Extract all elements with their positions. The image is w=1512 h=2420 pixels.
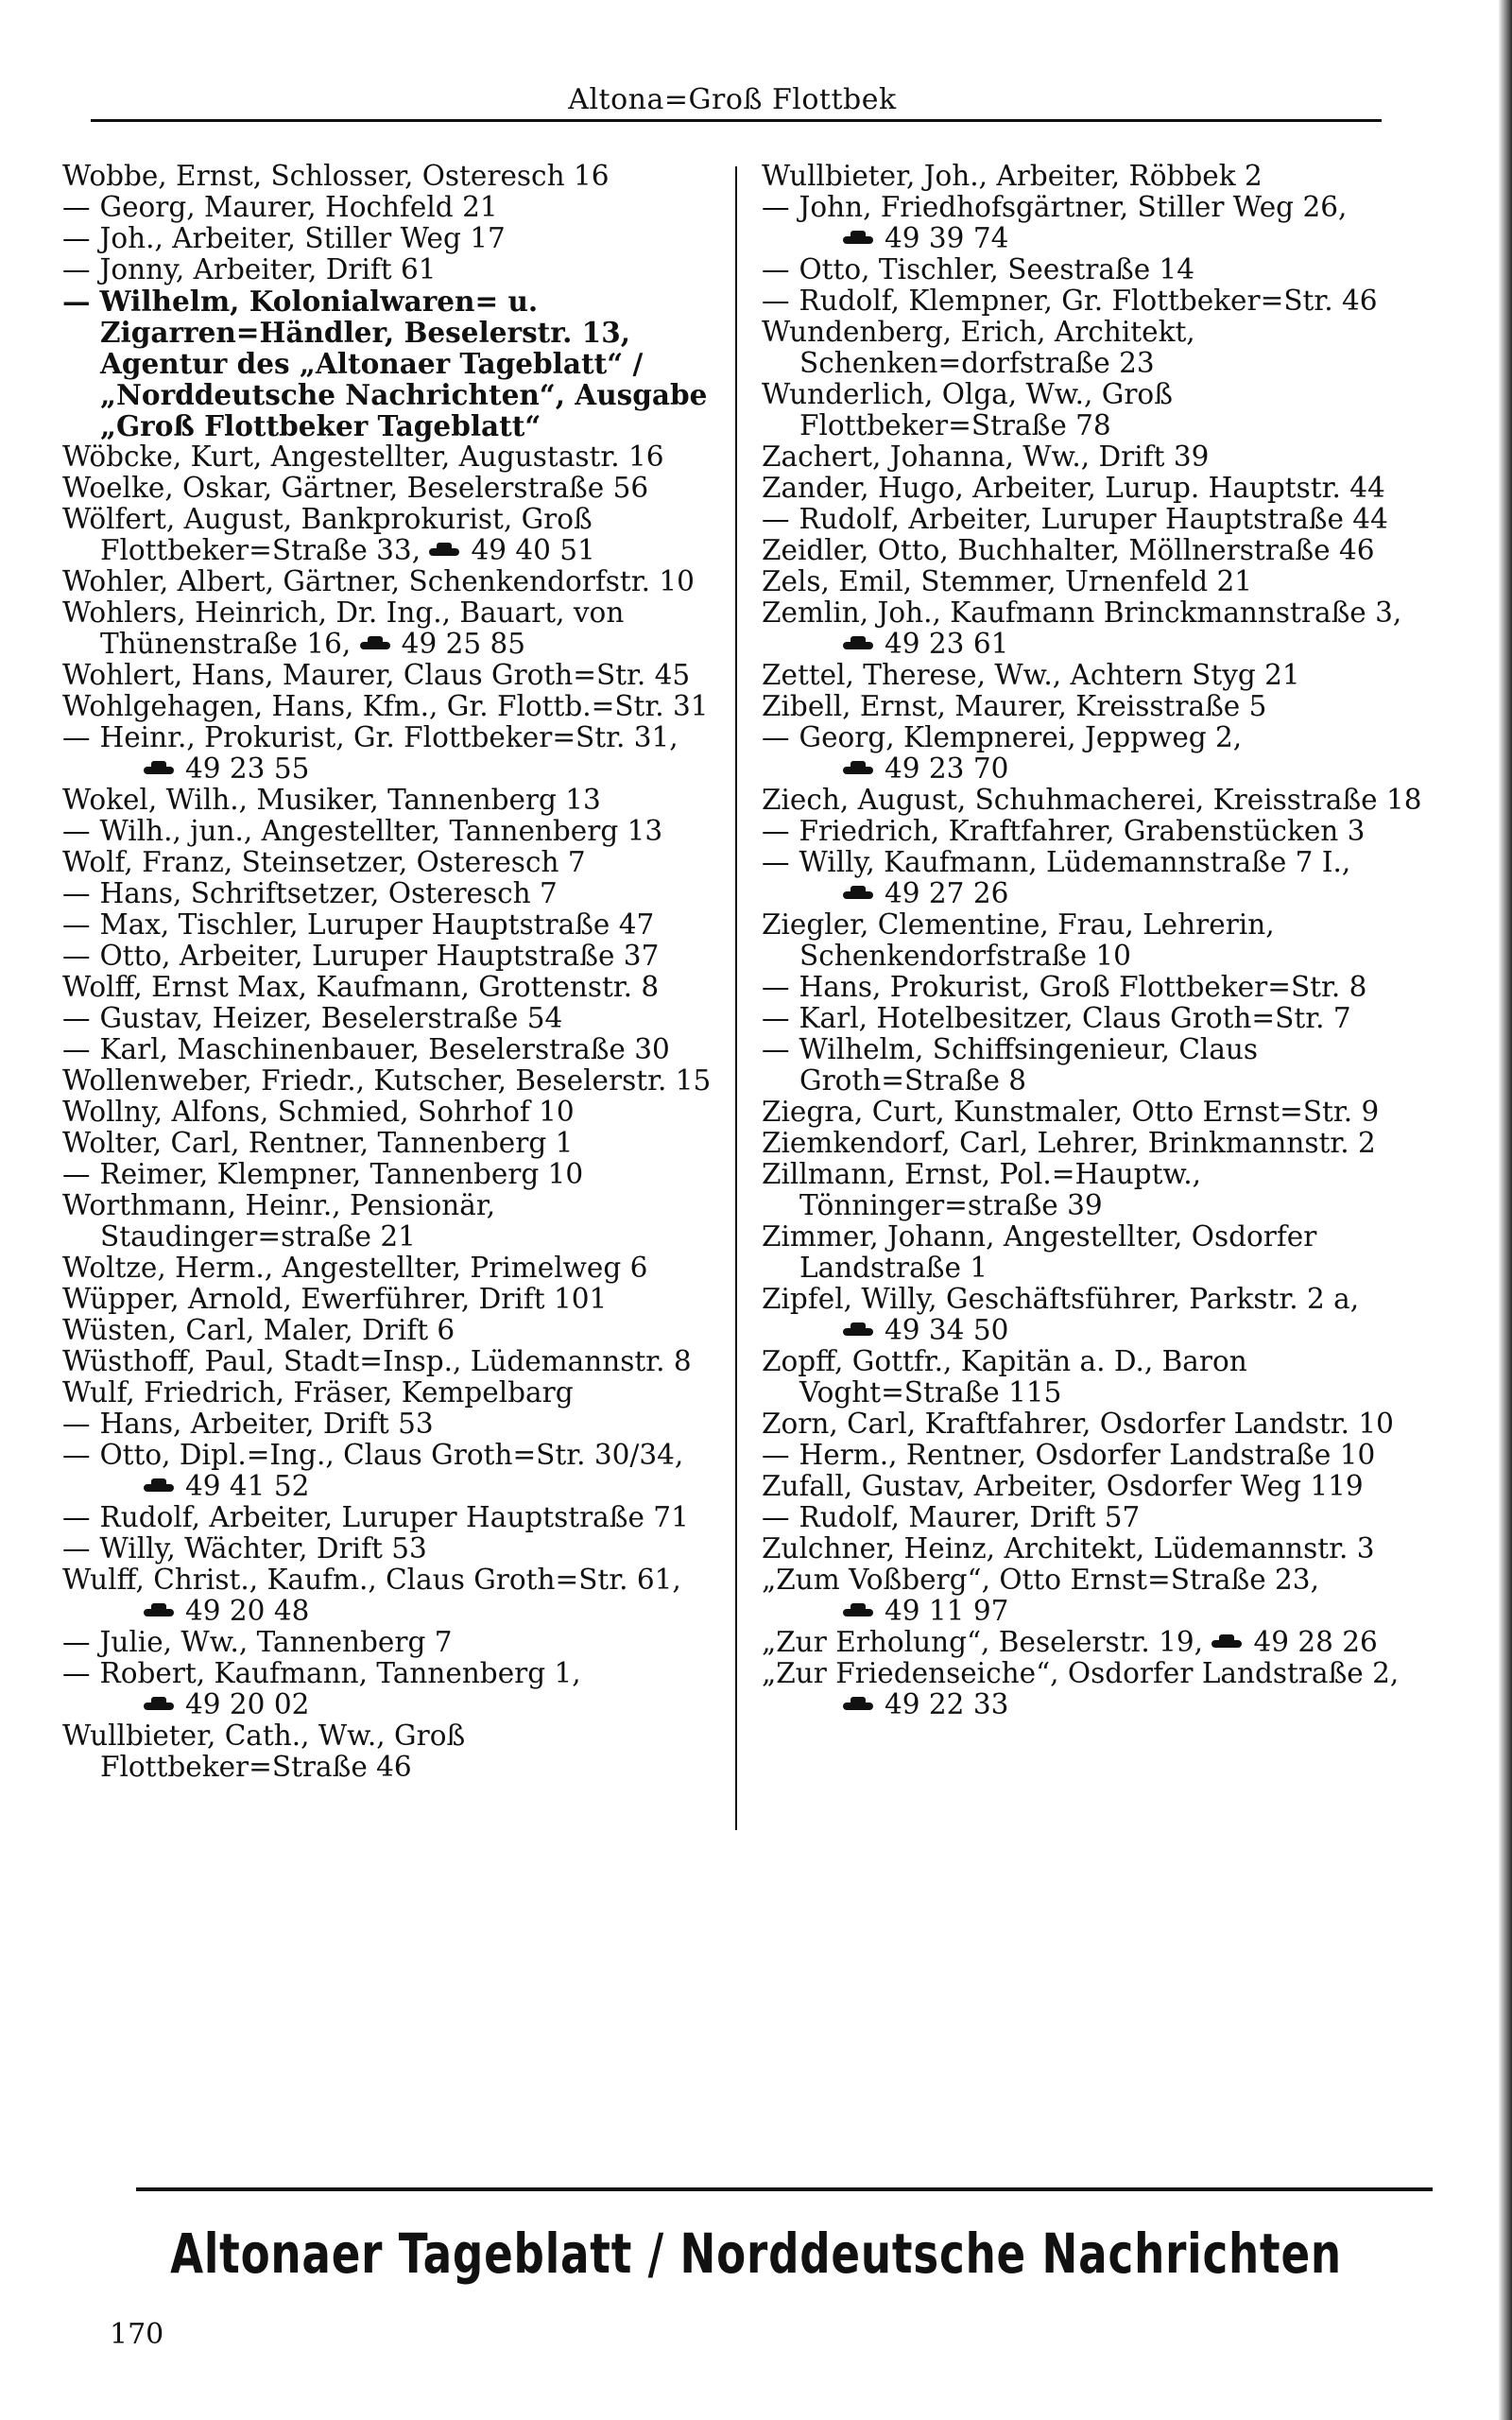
directory-entry	[62, 1409, 724, 1440]
entry-text: Ziegler, Clementine, Frau, Lehrerin, Schenkendorfstraße 10	[762, 908, 1275, 972]
directory-entry	[762, 441, 1442, 473]
directory-entry	[762, 1221, 1442, 1284]
repeat-dash: —	[62, 1158, 91, 1190]
directory-entry	[762, 1159, 1442, 1221]
directory-entry	[762, 1284, 1442, 1346]
directory-entry	[762, 566, 1442, 597]
directory-entry	[762, 1097, 1442, 1128]
directory-entry	[762, 1533, 1442, 1564]
directory-entry	[62, 1034, 724, 1065]
entry-text: Wüpper, Arnold, Ewerführer, Drift 101	[62, 1283, 608, 1315]
directory-entry	[62, 847, 724, 878]
directory-entry	[62, 597, 724, 660]
phone-digits: 49 23 55	[185, 752, 310, 785]
entry-text: Ziegra, Curt, Kunstmaler, Otto Ernst=Str. 9	[762, 1096, 1380, 1128]
entry-text: Wohlers, Heinrich, Dr. Ing., Bauart, von Thünenstraße 16,	[62, 596, 625, 660]
entry-text: „Zur Friedenseiche“, Osdorfer Landstraße 2,	[762, 1657, 1400, 1689]
telephone-icon	[144, 765, 174, 776]
entry-text: Wolter, Carl, Rentner, Tannenberg 1	[62, 1127, 574, 1159]
repeat-dash: —	[762, 815, 790, 847]
phone-digits: 49 34 50	[885, 1314, 1009, 1346]
telephone-icon	[360, 640, 390, 651]
directory-entry	[62, 1253, 724, 1284]
entry-text: Jonny, Arbeiter, Drift 61	[99, 253, 437, 285]
header-rule	[91, 119, 1382, 122]
entry-text: Julie, Ww., Tannenberg 7	[99, 1626, 453, 1658]
entry-text: Zipfel, Willy, Geschäftsführer, Parkstr. 2 a,	[762, 1283, 1360, 1315]
directory-entry	[62, 1440, 724, 1502]
directory-entry	[762, 909, 1442, 972]
directory-entry	[762, 1440, 1442, 1471]
entry-text: Zulchner, Heinz, Architekt, Lüdemannstr. 3	[762, 1532, 1375, 1564]
directory-entry	[762, 1409, 1442, 1440]
entry-text: Ziemkendorf, Carl, Lehrer, Brinkmannstr. 2	[762, 1127, 1376, 1159]
directory-entry	[762, 192, 1442, 254]
directory-entry	[762, 847, 1442, 909]
telephone-icon	[843, 1326, 873, 1338]
telephone-icon	[429, 546, 459, 558]
phone-digits: 49 22 33	[885, 1688, 1009, 1720]
directory-entry	[62, 1190, 724, 1253]
entry-text: Wüsten, Carl, Maler, Drift 6	[62, 1314, 455, 1346]
repeat-dash: —	[762, 1002, 790, 1034]
entry-text: Wolf, Franz, Steinsetzer, Osteresch 7	[62, 846, 586, 878]
phone-number	[799, 1596, 1442, 1627]
entry-text: Wohlgehagen, Hans, Kfm., Gr. Flottb.=Str. 31	[62, 690, 709, 722]
phone-number	[799, 753, 1442, 785]
telephone-icon	[843, 234, 873, 246]
entry-text: Wohler, Albert, Gärtner, Schenkendorfstr. 10	[62, 565, 695, 597]
entry-text: Wokel, Wilh., Musiker, Tannenberg 13	[62, 784, 601, 816]
directory-entry	[62, 816, 724, 847]
directory-entry	[62, 1564, 724, 1627]
directory-entry	[762, 660, 1442, 691]
entry-text: Wobbe, Ernst, Schlosser, Osteresch 16	[62, 160, 610, 192]
entry-text: Reimer, Klempner, Tannenberg 10	[99, 1158, 584, 1190]
phone-digits: 49 23 61	[885, 628, 1009, 660]
page-header: Altona=Groß Flottbek	[568, 83, 897, 116]
directory-entry	[62, 1065, 724, 1097]
directory-entry	[62, 972, 724, 1003]
phone-number	[100, 753, 724, 785]
directory-entry	[62, 473, 724, 504]
entry-text: John, Friedhofsgärtner, Stiller Weg 26,	[799, 191, 1348, 223]
telephone-icon	[144, 1701, 174, 1712]
repeat-dash: —	[762, 1439, 790, 1471]
entry-text: Joh., Arbeiter, Stiller Weg 17	[99, 222, 506, 254]
entry-text: Wolff, Ernst Max, Kaufmann, Grottenstr. 8	[62, 971, 660, 1003]
directory-entry	[762, 722, 1442, 785]
directory-entry	[62, 691, 724, 722]
directory-entry	[62, 441, 724, 473]
page-number: 170	[110, 2318, 164, 2351]
phone-digits: 49 20 02	[185, 1688, 310, 1720]
phone-number	[1211, 1626, 1377, 1658]
entry-text: Gustav, Heizer, Beselerstraße 54	[99, 1002, 563, 1034]
entry-text: Wüsthoff, Paul, Stadt=Insp., Lüdemannstr. 8	[62, 1345, 692, 1377]
entry-text: Wullbieter, Joh., Arbeiter, Röbbek 2	[762, 160, 1263, 192]
telephone-icon	[843, 890, 873, 901]
phone-number	[100, 1471, 724, 1502]
directory-entry	[62, 878, 724, 909]
phone-number	[799, 223, 1442, 254]
repeat-dash: —	[62, 1657, 91, 1689]
entry-text: Worthmann, Heinr., Pensionär, Staudinger=straße 21	[62, 1189, 496, 1253]
directory-entry	[62, 1658, 724, 1720]
entry-text: Zels, Emil, Stemmer, Urnenfeld 21	[762, 565, 1252, 597]
entry-text: Georg, Klempnerei, Jeppweg 2,	[799, 721, 1243, 753]
directory-entry	[762, 317, 1442, 379]
entry-text: Zimmer, Johann, Angestellter, Osdorfer Landstraße 1	[762, 1220, 1317, 1284]
directory-entry	[762, 285, 1442, 317]
repeat-dash: —	[762, 971, 790, 1003]
left-column	[62, 161, 724, 1783]
repeat-dash: —	[762, 503, 790, 535]
directory-entry	[762, 816, 1442, 847]
entry-text: Wunderlich, Olga, Ww., Groß Flottbeker=Straße 78	[762, 378, 1173, 441]
entry-text: Wundenberg, Erich, Architekt, Schenken=dorfstraße 23	[762, 316, 1195, 379]
entry-text: Karl, Maschinenbauer, Beselerstraße 30	[99, 1033, 670, 1065]
entry-text: Willy, Wächter, Drift 53	[99, 1532, 427, 1564]
entry-text: Wilhelm, Schiffsingenieur, Claus Groth=Straße 8	[799, 1033, 1259, 1097]
entry-text: Rudolf, Arbeiter, Luruper Hauptstraße 71	[99, 1501, 689, 1533]
telephone-icon	[843, 1607, 873, 1618]
repeat-dash: —	[62, 721, 91, 753]
telephone-icon	[843, 640, 873, 651]
repeat-dash: —	[762, 191, 790, 223]
repeat-dash: —	[762, 721, 790, 753]
entry-text: Zillmann, Ernst, Pol.=Hauptw., Tönninger=straße 39	[762, 1158, 1201, 1221]
directory-entry	[762, 1034, 1442, 1097]
entry-text: Georg, Maurer, Hochfeld 21	[99, 191, 498, 223]
entry-text: Wölfert, August, Bankprokurist, Groß Flottbeker=Straße 33,	[62, 503, 593, 566]
phone-number	[799, 878, 1442, 909]
repeat-dash: —	[762, 1033, 790, 1065]
phone-digits: 49 27 26	[885, 877, 1009, 909]
directory-entry	[62, 1720, 724, 1783]
repeat-dash: —	[762, 253, 790, 285]
entry-text: Woltze, Herm., Angestellter, Primelweg 6	[62, 1252, 648, 1284]
directory-entry	[762, 1658, 1442, 1720]
repeat-dash: —	[62, 815, 91, 847]
phone-digits: 49 41 52	[185, 1470, 310, 1502]
entry-text: Zufall, Gustav, Arbeiter, Osdorfer Weg 119	[762, 1470, 1364, 1502]
directory-entry	[62, 1284, 724, 1315]
directory-entry	[62, 1346, 724, 1377]
repeat-dash: —	[62, 1408, 91, 1440]
entry-text: „Zur Erholung“, Beselerstr. 19,	[762, 1626, 1204, 1658]
entry-text: Wulff, Christ., Kaufm., Claus Groth=Str. 61,	[62, 1564, 681, 1596]
entry-text: Ziech, August, Schuhmacherei, Kreisstraße 18	[762, 784, 1422, 816]
directory-entry	[62, 1128, 724, 1159]
entry-text: Wollny, Alfons, Schmied, Sohrhof 10	[62, 1096, 575, 1128]
directory-entry	[762, 254, 1442, 285]
directory-entry	[762, 473, 1442, 504]
entry-text: Hans, Prokurist, Groß Flottbeker=Str. 8	[799, 971, 1367, 1003]
repeat-dash: —	[762, 1501, 790, 1533]
repeat-dash: —	[762, 846, 790, 878]
phone-number	[360, 628, 525, 660]
entry-text: Herm., Rentner, Osdorfer Landstraße 10	[799, 1439, 1376, 1471]
telephone-icon	[843, 765, 873, 776]
phone-number	[799, 1315, 1442, 1346]
directory-entry	[62, 1377, 724, 1409]
directory-entry	[62, 1315, 724, 1346]
entry-text: Zander, Hugo, Arbeiter, Lurup. Hauptstr. 44	[762, 472, 1385, 504]
directory-entry	[62, 1097, 724, 1128]
entry-text: Zemlin, Joh., Kaufmann Brinckmannstraße 3,	[762, 596, 1402, 629]
repeat-dash: —	[62, 285, 91, 318]
directory-entry	[762, 1128, 1442, 1159]
phone-number	[429, 534, 594, 566]
entry-text: Zibell, Ernst, Maurer, Kreisstraße 5	[762, 690, 1267, 722]
directory-entry	[62, 1627, 724, 1658]
entry-text: Wohlert, Hans, Maurer, Claus Groth=Str. 45	[62, 659, 691, 691]
phone-number	[799, 629, 1442, 660]
phone-digits: 49 11 97	[885, 1595, 1009, 1627]
repeat-dash: —	[62, 1002, 91, 1034]
entry-text: „Zum Voßberg“, Otto Ernst=Straße 23,	[762, 1564, 1319, 1596]
entry-text: Rudolf, Maurer, Drift 57	[799, 1501, 1141, 1533]
repeat-dash: —	[62, 1439, 91, 1471]
entry-text: Otto, Tischler, Seestraße 14	[799, 253, 1195, 285]
directory-entry	[762, 1471, 1442, 1502]
entry-text: Zeidler, Otto, Buchhalter, Möllnerstraße 46	[762, 534, 1375, 566]
repeat-dash: —	[62, 877, 91, 909]
directory-entry	[762, 691, 1442, 722]
column-divider	[735, 166, 737, 1830]
directory-entry	[62, 660, 724, 691]
directory-entry	[762, 1502, 1442, 1533]
entry-text: Wulf, Friedrich, Fräser, Kempelbarg	[62, 1376, 574, 1409]
phone-digits: 49 20 48	[185, 1595, 310, 1627]
entry-text: Robert, Kaufmann, Tannenberg 1,	[99, 1657, 581, 1689]
directory-entry	[762, 504, 1442, 535]
directory-entry	[62, 722, 724, 785]
telephone-icon	[1211, 1638, 1242, 1650]
directory-entry	[762, 597, 1442, 660]
phone-number	[100, 1596, 724, 1627]
directory-entry	[62, 254, 724, 285]
directory-entry	[62, 223, 724, 254]
directory-entry	[62, 1502, 724, 1533]
phone-number	[100, 1689, 724, 1720]
directory-entry	[762, 535, 1442, 566]
right-column	[762, 161, 1442, 1720]
directory-entry	[62, 1533, 724, 1564]
directory-entry	[762, 1627, 1442, 1658]
phone-number	[799, 1689, 1442, 1720]
phone-digits: 49 28 26	[1253, 1626, 1378, 1658]
directory-entry	[62, 566, 724, 597]
directory-entry	[762, 1564, 1442, 1627]
entry-text: Karl, Hotelbesitzer, Claus Groth=Str. 7	[799, 1002, 1351, 1034]
directory-entry	[762, 785, 1442, 816]
directory-entry	[62, 192, 724, 223]
entry-text: Wullbieter, Cath., Ww., Groß Flottbeker=Straße 46	[62, 1720, 466, 1783]
directory-entry	[62, 285, 724, 441]
directory-entry	[762, 1346, 1442, 1409]
directory-entry	[62, 785, 724, 816]
entry-text: Max, Tischler, Luruper Hauptstraße 47	[99, 908, 655, 941]
phone-digits: 49 23 70	[885, 752, 1009, 785]
telephone-icon	[144, 1482, 174, 1494]
repeat-dash: —	[62, 222, 91, 254]
page-edge-shadow	[1499, 0, 1512, 2420]
directory-entry	[62, 504, 724, 566]
footer-title: Altonaer Tageblatt / Norddeutsche Nachrichten	[170, 2221, 1342, 2286]
footer-rule	[136, 2187, 1433, 2191]
repeat-dash: —	[62, 191, 91, 223]
directory-entry	[762, 161, 1442, 192]
repeat-dash: —	[62, 1626, 91, 1658]
entry-text: Otto, Dipl.=Ing., Claus Groth=Str. 30/34,	[99, 1439, 684, 1471]
entry-text: Wöbcke, Kurt, Angestellter, Augustastr. 16	[62, 441, 664, 473]
directory-entry	[762, 379, 1442, 441]
directory-entry	[62, 909, 724, 941]
repeat-dash: —	[62, 908, 91, 941]
entry-text: Zettel, Therese, Ww., Achtern Styg 21	[762, 659, 1300, 691]
directory-entry	[762, 972, 1442, 1003]
entry-text: Zorn, Carl, Kraftfahrer, Osdorfer Landstr. 10	[762, 1408, 1394, 1440]
entry-text: Woelke, Oskar, Gärtner, Beselerstraße 56	[62, 472, 649, 504]
entry-text: Wilhelm, Kolonialwaren= u. Zigarren=Händler, Beselerstr. 13, Agentur des „Altonaer Tageblatt“ / „Norddeutsche Nachrichten“, Ausgabe „Groß Flottbeker Tageblatt“	[99, 285, 708, 442]
entry-text: Zachert, Johanna, Ww., Drift 39	[762, 441, 1210, 473]
directory-entry	[62, 161, 724, 192]
repeat-dash: —	[762, 285, 790, 317]
phone-digits: 49 25 85	[401, 628, 526, 660]
entry-text: Hans, Schriftsetzer, Osteresch 7	[99, 877, 558, 909]
directory-entry	[62, 941, 724, 972]
entry-text: Otto, Arbeiter, Luruper Hauptstraße 37	[99, 940, 660, 972]
entry-text: Wollenweber, Friedr., Kutscher, Beselerstr. 15	[62, 1064, 712, 1097]
entry-text: Willy, Kaufmann, Lüdemannstraße 7 I.,	[799, 846, 1351, 878]
entry-text: Zopff, Gottfr., Kapitän a. D., Baron Voght=Straße 115	[762, 1345, 1247, 1409]
repeat-dash: —	[62, 1501, 91, 1533]
phone-digits: 49 40 51	[471, 534, 595, 566]
repeat-dash: —	[62, 1532, 91, 1564]
repeat-dash: —	[62, 940, 91, 972]
directory-entry	[62, 1003, 724, 1034]
phone-digits: 49 39 74	[885, 222, 1009, 254]
entry-text: Hans, Arbeiter, Drift 53	[99, 1408, 434, 1440]
entry-text: Wilh., jun., Angestellter, Tannenberg 13	[99, 815, 663, 847]
entry-text: Rudolf, Arbeiter, Luruper Hauptstraße 44	[799, 503, 1388, 535]
repeat-dash: —	[62, 253, 91, 285]
entry-text: Heinr., Prokurist, Gr. Flottbeker=Str. 31,	[99, 721, 679, 753]
entry-text: Friedrich, Kraftfahrer, Grabenstücken 3	[799, 815, 1366, 847]
directory-entry	[62, 1159, 724, 1190]
telephone-icon	[843, 1701, 873, 1712]
telephone-icon	[144, 1607, 174, 1618]
entry-text: Rudolf, Klempner, Gr. Flottbeker=Str. 46	[799, 285, 1378, 317]
repeat-dash: —	[62, 1033, 91, 1065]
directory-entry	[762, 1003, 1442, 1034]
